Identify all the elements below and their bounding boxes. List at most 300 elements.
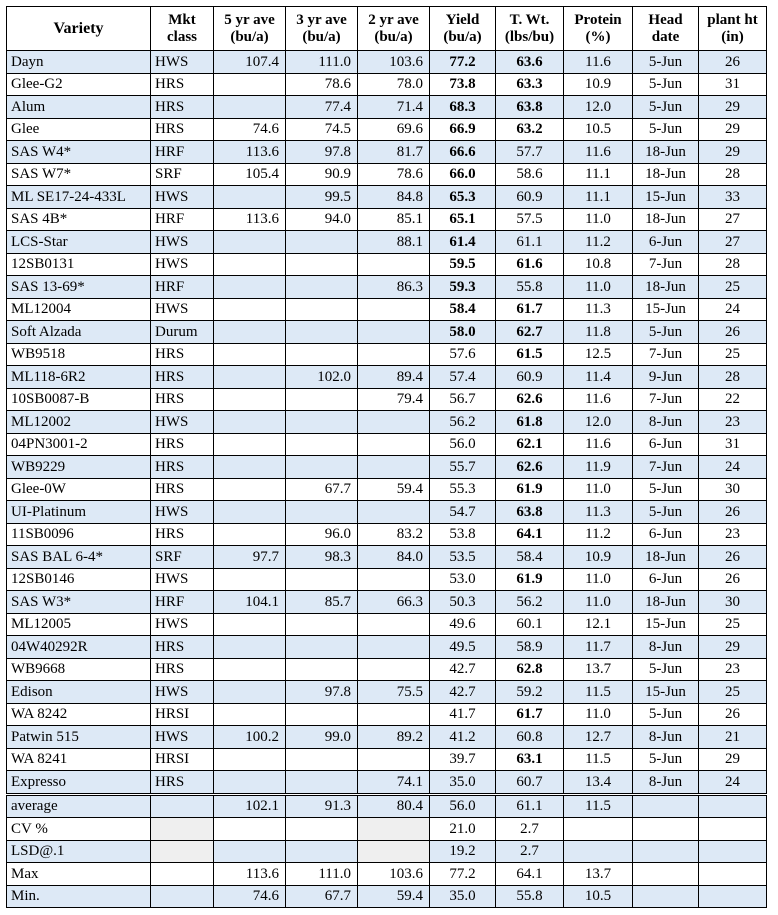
cell-plant-height: 28 [699, 253, 767, 276]
cell-test-weight: 61.6 [496, 253, 564, 276]
cell-variety: SAS 13-69* [7, 276, 151, 299]
cell-test-weight: 63.1 [496, 748, 564, 771]
cell-protein: 10.9 [564, 73, 633, 96]
cell-yield: 56.7 [430, 388, 496, 411]
cell-variety: SAS W7* [7, 163, 151, 186]
cell-protein: 11.0 [564, 478, 633, 501]
cell-variety: LCS-Star [7, 231, 151, 254]
cell-2yr-ave: 86.3 [358, 276, 430, 299]
summary-cell-head-date [633, 885, 699, 908]
cell-plant-height: 23 [699, 411, 767, 434]
table-row [7, 703, 767, 726]
cell-5yr-ave [214, 771, 286, 795]
table-row [7, 343, 767, 366]
cell-yield: 66.9 [430, 118, 496, 141]
cell-2yr-ave: 81.7 [358, 141, 430, 164]
cell-2yr-ave [358, 636, 430, 659]
cell-protein: 12.7 [564, 726, 633, 749]
cell-head-date: 15-Jun [633, 186, 699, 209]
cell-plant-height: 30 [699, 591, 767, 614]
cell-head-date: 5-Jun [633, 658, 699, 681]
cell-head-date: 5-Jun [633, 748, 699, 771]
summary-cell-yield: 19.2 [430, 840, 496, 863]
cell-head-date: 15-Jun [633, 298, 699, 321]
cell-mkt-class: HRS [151, 388, 214, 411]
cell-2yr-ave: 69.6 [358, 118, 430, 141]
summary-cell-5yr-ave: 113.6 [214, 863, 286, 886]
cell-mkt-class: HWS [151, 501, 214, 524]
cell-mkt-class: HWS [151, 298, 214, 321]
cell-test-weight: 63.3 [496, 73, 564, 96]
cell-5yr-ave: 100.2 [214, 726, 286, 749]
cell-head-date: 18-Jun [633, 141, 699, 164]
cell-5yr-ave [214, 433, 286, 456]
summary-cell-variety: Max [7, 863, 151, 886]
summary-cell-mkt-class [151, 818, 214, 841]
table-row [7, 501, 767, 524]
cell-2yr-ave: 84.8 [358, 186, 430, 209]
cell-mkt-class: HRS [151, 433, 214, 456]
cell-plant-height: 21 [699, 726, 767, 749]
table-row [7, 681, 767, 704]
cell-3yr-ave: 85.7 [286, 591, 358, 614]
cell-5yr-ave [214, 478, 286, 501]
cell-plant-height: 26 [699, 321, 767, 344]
cell-plant-height: 30 [699, 478, 767, 501]
cell-mkt-class: HRS [151, 343, 214, 366]
cell-3yr-ave: 97.8 [286, 141, 358, 164]
cell-variety: WA 8241 [7, 748, 151, 771]
summary-cell-test-weight: 64.1 [496, 863, 564, 886]
summary-cell-2yr-ave [358, 818, 430, 841]
cell-yield: 57.6 [430, 343, 496, 366]
cell-plant-height: 27 [699, 208, 767, 231]
cell-test-weight: 61.7 [496, 298, 564, 321]
cell-3yr-ave: 77.4 [286, 96, 358, 119]
cell-variety: 10SB0087-B [7, 388, 151, 411]
cell-5yr-ave [214, 343, 286, 366]
cell-5yr-ave: 113.6 [214, 208, 286, 231]
cell-variety: SAS W3* [7, 591, 151, 614]
cell-head-date: 5-Jun [633, 703, 699, 726]
cell-head-date: 6-Jun [633, 523, 699, 546]
cell-protein: 10.9 [564, 546, 633, 569]
cell-5yr-ave: 97.7 [214, 546, 286, 569]
cell-head-date: 8-Jun [633, 771, 699, 795]
cell-3yr-ave: 78.6 [286, 73, 358, 96]
cell-3yr-ave: 99.0 [286, 726, 358, 749]
cell-plant-height: 29 [699, 118, 767, 141]
cell-5yr-ave [214, 321, 286, 344]
summary-row [7, 863, 767, 886]
cell-test-weight: 60.9 [496, 366, 564, 389]
cell-3yr-ave [286, 411, 358, 434]
table-row [7, 163, 767, 186]
summary-cell-plant-height [699, 794, 767, 818]
cell-yield: 55.3 [430, 478, 496, 501]
cell-head-date: 6-Jun [633, 231, 699, 254]
cell-3yr-ave [286, 433, 358, 456]
summary-row [7, 840, 767, 863]
cell-mkt-class: HWS [151, 51, 214, 74]
table-row [7, 433, 767, 456]
cell-2yr-ave: 85.1 [358, 208, 430, 231]
cell-5yr-ave: 107.4 [214, 51, 286, 74]
summary-cell-5yr-ave [214, 840, 286, 863]
cell-mkt-class: HWS [151, 726, 214, 749]
cell-test-weight: 58.6 [496, 163, 564, 186]
cell-protein: 10.5 [564, 118, 633, 141]
cell-3yr-ave: 97.8 [286, 681, 358, 704]
cell-mkt-class: HWS [151, 231, 214, 254]
cell-5yr-ave [214, 703, 286, 726]
cell-protein: 11.6 [564, 388, 633, 411]
cell-2yr-ave [358, 321, 430, 344]
cell-3yr-ave [286, 613, 358, 636]
summary-cell-variety: LSD@.1 [7, 840, 151, 863]
header-5yr-ave: 5 yr ave (bu/a) [214, 7, 286, 51]
cell-head-date: 5-Jun [633, 73, 699, 96]
cell-3yr-ave [286, 636, 358, 659]
table-row [7, 276, 767, 299]
cell-test-weight: 61.9 [496, 478, 564, 501]
summary-row [7, 885, 767, 908]
summary-cell-3yr-ave: 111.0 [286, 863, 358, 886]
cell-variety: WB9668 [7, 658, 151, 681]
variety-trial-table-container [6, 6, 767, 908]
cell-head-date: 5-Jun [633, 118, 699, 141]
cell-mkt-class: HRS [151, 73, 214, 96]
cell-plant-height: 26 [699, 568, 767, 591]
cell-variety: Soft Alzada [7, 321, 151, 344]
cell-2yr-ave: 74.1 [358, 771, 430, 795]
cell-test-weight: 57.5 [496, 208, 564, 231]
cell-plant-height: 23 [699, 658, 767, 681]
cell-2yr-ave: 71.4 [358, 96, 430, 119]
cell-plant-height: 28 [699, 366, 767, 389]
cell-plant-height: 23 [699, 523, 767, 546]
cell-yield: 59.3 [430, 276, 496, 299]
cell-yield: 41.2 [430, 726, 496, 749]
cell-variety: SAS 4B* [7, 208, 151, 231]
cell-protein: 12.1 [564, 613, 633, 636]
cell-variety: 12SB0146 [7, 568, 151, 591]
table-row [7, 186, 767, 209]
cell-3yr-ave [286, 748, 358, 771]
cell-mkt-class: HWS [151, 253, 214, 276]
cell-5yr-ave: 105.4 [214, 163, 286, 186]
cell-variety: 12SB0131 [7, 253, 151, 276]
table-body [7, 51, 767, 908]
summary-cell-protein: 11.5 [564, 794, 633, 818]
table-row [7, 298, 767, 321]
cell-5yr-ave [214, 186, 286, 209]
cell-head-date: 8-Jun [633, 636, 699, 659]
cell-yield: 61.4 [430, 231, 496, 254]
summary-cell-plant-height [699, 818, 767, 841]
cell-yield: 66.0 [430, 163, 496, 186]
cell-yield: 53.8 [430, 523, 496, 546]
summary-cell-3yr-ave: 91.3 [286, 794, 358, 818]
cell-mkt-class: HRS [151, 456, 214, 479]
cell-test-weight: 58.9 [496, 636, 564, 659]
cell-yield: 73.8 [430, 73, 496, 96]
cell-protein: 11.0 [564, 276, 633, 299]
header-head-date: Head date [633, 7, 699, 51]
cell-mkt-class: HRS [151, 523, 214, 546]
summary-cell-head-date [633, 863, 699, 886]
cell-5yr-ave [214, 366, 286, 389]
cell-plant-height: 26 [699, 51, 767, 74]
cell-yield: 42.7 [430, 658, 496, 681]
cell-5yr-ave [214, 658, 286, 681]
cell-variety: UI-Platinum [7, 501, 151, 524]
cell-mkt-class: SRF [151, 163, 214, 186]
cell-test-weight: 62.1 [496, 433, 564, 456]
cell-head-date: 5-Jun [633, 321, 699, 344]
cell-protein: 11.8 [564, 321, 633, 344]
cell-3yr-ave [286, 298, 358, 321]
cell-head-date: 7-Jun [633, 253, 699, 276]
cell-2yr-ave [358, 298, 430, 321]
cell-3yr-ave: 94.0 [286, 208, 358, 231]
table-row [7, 591, 767, 614]
cell-head-date: 18-Jun [633, 163, 699, 186]
cell-yield: 55.7 [430, 456, 496, 479]
cell-variety: ML SE17-24-433L [7, 186, 151, 209]
cell-yield: 54.7 [430, 501, 496, 524]
cell-5yr-ave [214, 411, 286, 434]
table-row [7, 208, 767, 231]
table-row [7, 141, 767, 164]
cell-protein: 11.2 [564, 523, 633, 546]
summary-cell-yield: 21.0 [430, 818, 496, 841]
cell-test-weight: 58.4 [496, 546, 564, 569]
cell-test-weight: 62.6 [496, 456, 564, 479]
cell-plant-height: 29 [699, 636, 767, 659]
cell-head-date: 8-Jun [633, 411, 699, 434]
cell-protein: 10.8 [564, 253, 633, 276]
cell-2yr-ave [358, 613, 430, 636]
table-row [7, 523, 767, 546]
cell-variety: Glee-G2 [7, 73, 151, 96]
cell-protein: 11.6 [564, 51, 633, 74]
cell-3yr-ave: 99.5 [286, 186, 358, 209]
summary-cell-plant-height [699, 840, 767, 863]
cell-test-weight: 55.8 [496, 276, 564, 299]
cell-protein: 11.3 [564, 298, 633, 321]
cell-mkt-class: SRF [151, 546, 214, 569]
cell-5yr-ave [214, 636, 286, 659]
table-row [7, 118, 767, 141]
summary-cell-head-date [633, 840, 699, 863]
cell-head-date: 5-Jun [633, 51, 699, 74]
summary-cell-mkt-class [151, 794, 214, 818]
cell-yield: 68.3 [430, 96, 496, 119]
cell-head-date: 18-Jun [633, 591, 699, 614]
cell-test-weight: 63.8 [496, 501, 564, 524]
cell-test-weight: 62.8 [496, 658, 564, 681]
summary-cell-2yr-ave [358, 840, 430, 863]
cell-mkt-class: HWS [151, 613, 214, 636]
cell-protein: 13.4 [564, 771, 633, 795]
cell-variety: Expresso [7, 771, 151, 795]
summary-cell-5yr-ave [214, 818, 286, 841]
cell-yield: 58.0 [430, 321, 496, 344]
cell-mkt-class: HWS [151, 411, 214, 434]
cell-3yr-ave [286, 321, 358, 344]
summary-cell-2yr-ave: 103.6 [358, 863, 430, 886]
cell-plant-height: 31 [699, 433, 767, 456]
summary-cell-protein [564, 818, 633, 841]
cell-3yr-ave [286, 456, 358, 479]
header-plant-height: plant ht (in) [699, 7, 767, 51]
cell-test-weight: 60.7 [496, 771, 564, 795]
summary-cell-yield: 35.0 [430, 885, 496, 908]
summary-cell-head-date [633, 794, 699, 818]
cell-3yr-ave [286, 343, 358, 366]
summary-cell-mkt-class [151, 885, 214, 908]
cell-plant-height: 26 [699, 501, 767, 524]
cell-plant-height: 29 [699, 141, 767, 164]
cell-mkt-class: HRS [151, 118, 214, 141]
cell-3yr-ave [286, 388, 358, 411]
cell-2yr-ave [358, 748, 430, 771]
cell-5yr-ave [214, 568, 286, 591]
cell-2yr-ave: 89.2 [358, 726, 430, 749]
cell-2yr-ave: 88.1 [358, 231, 430, 254]
cell-yield: 50.3 [430, 591, 496, 614]
table-row [7, 253, 767, 276]
cell-mkt-class: HWS [151, 186, 214, 209]
cell-head-date: 7-Jun [633, 388, 699, 411]
cell-5yr-ave [214, 388, 286, 411]
cell-plant-height: 25 [699, 343, 767, 366]
header-variety: Variety [7, 7, 151, 51]
summary-cell-head-date [633, 818, 699, 841]
cell-yield: 56.0 [430, 433, 496, 456]
cell-5yr-ave [214, 501, 286, 524]
cell-2yr-ave [358, 343, 430, 366]
cell-test-weight: 61.5 [496, 343, 564, 366]
cell-5yr-ave [214, 276, 286, 299]
cell-3yr-ave [286, 658, 358, 681]
cell-yield: 49.6 [430, 613, 496, 636]
cell-3yr-ave: 74.5 [286, 118, 358, 141]
cell-2yr-ave: 79.4 [358, 388, 430, 411]
header-row [7, 7, 767, 51]
table-row [7, 568, 767, 591]
cell-protein: 11.5 [564, 681, 633, 704]
cell-variety: WB9229 [7, 456, 151, 479]
cell-plant-height: 26 [699, 546, 767, 569]
summary-cell-plant-height [699, 885, 767, 908]
cell-test-weight: 63.8 [496, 96, 564, 119]
header-3yr-ave: 3 yr ave (bu/a) [286, 7, 358, 51]
summary-cell-3yr-ave [286, 840, 358, 863]
cell-head-date: 15-Jun [633, 681, 699, 704]
cell-plant-height: 26 [699, 703, 767, 726]
summary-cell-3yr-ave [286, 818, 358, 841]
cell-variety: Dayn [7, 51, 151, 74]
cell-5yr-ave [214, 613, 286, 636]
cell-variety: WB9518 [7, 343, 151, 366]
cell-mkt-class: HRF [151, 276, 214, 299]
cell-head-date: 15-Jun [633, 613, 699, 636]
cell-5yr-ave: 113.6 [214, 141, 286, 164]
cell-test-weight: 62.7 [496, 321, 564, 344]
cell-protein: 11.0 [564, 591, 633, 614]
table-header [7, 7, 767, 51]
cell-2yr-ave [358, 703, 430, 726]
cell-yield: 57.4 [430, 366, 496, 389]
cell-plant-height: 24 [699, 298, 767, 321]
cell-mkt-class: HRF [151, 141, 214, 164]
cell-mkt-class: HWS [151, 568, 214, 591]
cell-5yr-ave [214, 523, 286, 546]
cell-mkt-class: HWS [151, 681, 214, 704]
variety-trial-table [6, 6, 767, 908]
cell-test-weight: 60.8 [496, 726, 564, 749]
cell-3yr-ave: 102.0 [286, 366, 358, 389]
cell-3yr-ave [286, 771, 358, 795]
cell-yield: 58.4 [430, 298, 496, 321]
cell-yield: 59.5 [430, 253, 496, 276]
cell-test-weight: 61.9 [496, 568, 564, 591]
cell-mkt-class: HRSI [151, 748, 214, 771]
cell-yield: 42.7 [430, 681, 496, 704]
table-row [7, 411, 767, 434]
cell-protein: 11.6 [564, 433, 633, 456]
cell-2yr-ave [358, 658, 430, 681]
cell-plant-height: 31 [699, 73, 767, 96]
table-row [7, 726, 767, 749]
cell-2yr-ave: 84.0 [358, 546, 430, 569]
cell-2yr-ave: 103.6 [358, 51, 430, 74]
table-row [7, 771, 767, 795]
cell-variety: Edison [7, 681, 151, 704]
cell-test-weight: 60.1 [496, 613, 564, 636]
cell-2yr-ave [358, 253, 430, 276]
cell-protein: 13.7 [564, 658, 633, 681]
cell-head-date: 5-Jun [633, 478, 699, 501]
cell-head-date: 6-Jun [633, 568, 699, 591]
cell-head-date: 18-Jun [633, 276, 699, 299]
cell-5yr-ave [214, 456, 286, 479]
cell-protein: 11.3 [564, 501, 633, 524]
summary-cell-test-weight: 55.8 [496, 885, 564, 908]
cell-3yr-ave [286, 501, 358, 524]
cell-yield: 56.2 [430, 411, 496, 434]
cell-plant-height: 33 [699, 186, 767, 209]
summary-cell-plant-height [699, 863, 767, 886]
table-row [7, 73, 767, 96]
cell-protein: 11.1 [564, 186, 633, 209]
cell-head-date: 7-Jun [633, 343, 699, 366]
cell-2yr-ave: 83.2 [358, 523, 430, 546]
cell-2yr-ave [358, 411, 430, 434]
table-row [7, 231, 767, 254]
cell-3yr-ave: 67.7 [286, 478, 358, 501]
cell-head-date: 8-Jun [633, 726, 699, 749]
cell-mkt-class: HRS [151, 96, 214, 119]
cell-3yr-ave [286, 568, 358, 591]
cell-yield: 53.5 [430, 546, 496, 569]
cell-variety: ML118-6R2 [7, 366, 151, 389]
cell-variety: SAS W4* [7, 141, 151, 164]
summary-cell-test-weight: 2.7 [496, 818, 564, 841]
cell-protein: 11.4 [564, 366, 633, 389]
